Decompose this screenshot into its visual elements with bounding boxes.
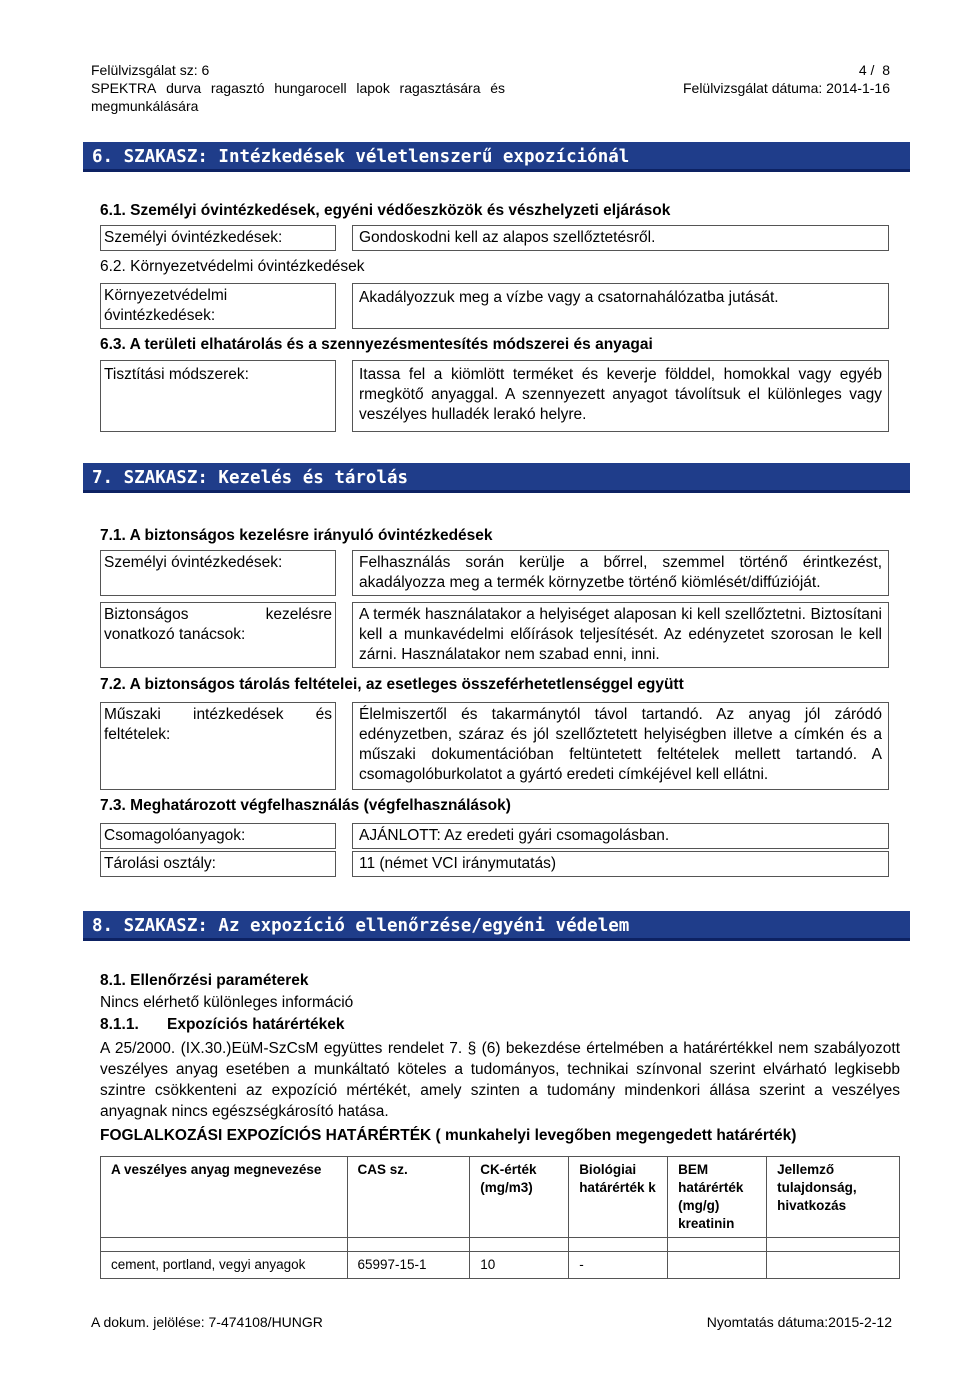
table-cell: 10 (470, 1252, 569, 1279)
table-header-cell: CK-érték (mg/m3) (470, 1157, 569, 1238)
handling-personal-label: Személyi óvintézkedések: (100, 550, 336, 596)
table-spacer-row (101, 1238, 900, 1252)
table-header-cell: BEM határérték (mg/g) kreatinin (668, 1157, 767, 1238)
subsection-8-1-1-number: 8.1.1. (100, 1016, 139, 1033)
product-word: lapok (356, 80, 390, 96)
subsection-7-2-title: 7.2. A biztonságos tárolás feltételei, az esetleges összeférhetetlenséggel együtt (100, 676, 684, 693)
print-date: Nyomtatás dátuma:2015-2-12 (706, 1314, 892, 1330)
table-header-cell: Biológiai határérték k (569, 1157, 668, 1238)
no-special-info: Nincs elérhető különleges információ (100, 994, 354, 1011)
document-id: A dokum. jelölése: 7-474108/HUNGR (91, 1314, 323, 1330)
handling-personal-value: Felhasználás során kerülje a bőrrel, szemmel történő érintkezést, akadályozza meg a termék környzetbe történő kiömlését/diffúzióját. (352, 550, 889, 596)
table-row (101, 1252, 900, 1279)
table-cell: cement, portland, vegyi anyagok (101, 1252, 348, 1279)
subsection-6-1-title: 6.1. Személyi óvintézkedések, egyéni védőeszközök és vészhelyzeti eljárások (100, 202, 671, 219)
technical-measures-label: Műszaki intézkedések és feltételek: (100, 702, 336, 790)
exposure-limit-heading: FOGLALKOZÁSI EXPOZÍCIÓS HATÁRÉRTÉK ( munkahelyi levegőben megengedett határérték) (100, 1127, 797, 1144)
table-header-row (101, 1157, 900, 1238)
environmental-precautions-label: Környezetvédelmi óvintézkedések: (100, 283, 336, 329)
subsection-6-3-title: 6.3. A területi elhatárolás és a szennyezésmentesítés módszerei és anyagai (100, 336, 653, 353)
subsection-6-2-title: 6.2. Környezetvédelmi óvintézkedések (100, 258, 365, 275)
cleaning-methods-value: Itassa fel a kiömlött terméket és keverje földdel, homokkal vagy egyéb rmegkötő anyaggal. A szennyezett anyagot távolítsuk el különleges vagy veszélyes hulladék lerakó helyre. (352, 360, 889, 432)
safe-handling-value: A termék használatakor a helyiséget alaposan ki kell szellőztetni. Biztosítani kell a munkavédelmi előírások teljesítését. Az edényzetet szorosan le kell zárni. Használatakor nem szabad enni, inni. (352, 602, 889, 668)
product-word: hungarocell (274, 80, 347, 96)
table-cell: 65997-15-1 (347, 1252, 470, 1279)
table-header-cell: Jellemző tulajdonság, hivatkozás (767, 1157, 900, 1238)
table-cell (767, 1252, 900, 1279)
section-8-title: 8. SZAKASZ: Az expozíció ellenőrzése/egyéni védelem (83, 911, 910, 941)
section-6-title: 6. SZAKASZ: Intézkedések véletlenszerű expozíciónál (83, 142, 910, 172)
product-word: durva (166, 80, 202, 96)
safe-handling-label: Biztonságos kezelésre vonatkozó tanácsok: (100, 602, 336, 668)
cleaning-methods-label: Tisztítási módszerek: (100, 360, 336, 432)
product-word: ragasztó (210, 80, 265, 96)
storage-class-value: 11 (német VCI iránymutatás) (352, 851, 889, 877)
personal-precautions-value: Gondoskodni kell az alapos szellőztetésről. (352, 225, 889, 251)
product-word: és (490, 80, 505, 96)
product-word: SPEKTRA (91, 80, 157, 96)
product-word: ragasztására (399, 80, 481, 96)
storage-class-label: Tárolási osztály: (100, 851, 336, 877)
table-cell: - (569, 1252, 668, 1279)
exposure-limits-table (100, 1156, 900, 1279)
personal-precautions-label: Személyi óvintézkedések: (100, 225, 336, 251)
technical-measures-value: Élelmiszertől és takarmánytól távol tartandó. Az anyag jól záródó edényzetben, száraz és jól szellőztetett helyiségben illetve a címkén és a műszaki dokumentációban feltüntetett feltételek mellett tartandó. A csomagolóburkolatot a gyártó eredeti címkéjével kell ellátni. (352, 702, 889, 790)
regulation-paragraph: A 25/2000. (IX.30.)EüM-SzCsM együttes rendelet 7. § (6) bekezdése értelmében a határértékkel nem szabályozott veszélyes anyag esetében a munkáltató köteles a tudományos, technikai színvonal szerint elvárható legkisebb szintre csökkenteni az expozíció mértékét, amely szinten a tudomány mindenkori állása szerint a veszélyes anyagnak nincs egészségkárosító hatása. (100, 1040, 900, 1120)
packaging-label: Csomagolóanyagok: (100, 823, 336, 849)
subsection-8-1-title: 8.1. Ellenőrzési paraméterek (100, 972, 309, 989)
revision-date: Felülvizsgálat dátuma: 2014-1-16 (682, 80, 890, 96)
section-7-title: 7. SZAKASZ: Kezelés és tárolás (83, 463, 910, 493)
subsection-7-3-title: 7.3. Meghatározott végfelhasználás (végfelhasználások) (100, 797, 511, 814)
packaging-value: AJÁNLOTT: Az eredeti gyári csomagolásban. (352, 823, 889, 849)
product-name (91, 80, 505, 97)
page-number: 4 / 8 (858, 62, 890, 78)
subsection-7-1-title: 7.1. A biztonságos kezelésre irányuló óvintézkedések (100, 527, 493, 544)
table-cell (668, 1252, 767, 1279)
table-header-cell: A veszélyes anyag megnevezése (101, 1157, 348, 1238)
revision-number: Felülvizsgálat sz: 6 (91, 62, 210, 78)
product-name-line2: megmunkálására (91, 98, 199, 114)
environmental-precautions-value: Akadályozzuk meg a vízbe vagy a csatornahálózatba jutását. (352, 283, 889, 329)
subsection-8-1-1-title: Expozíciós határértékek (167, 1016, 345, 1033)
table-header-cell: CAS sz. (347, 1157, 470, 1238)
